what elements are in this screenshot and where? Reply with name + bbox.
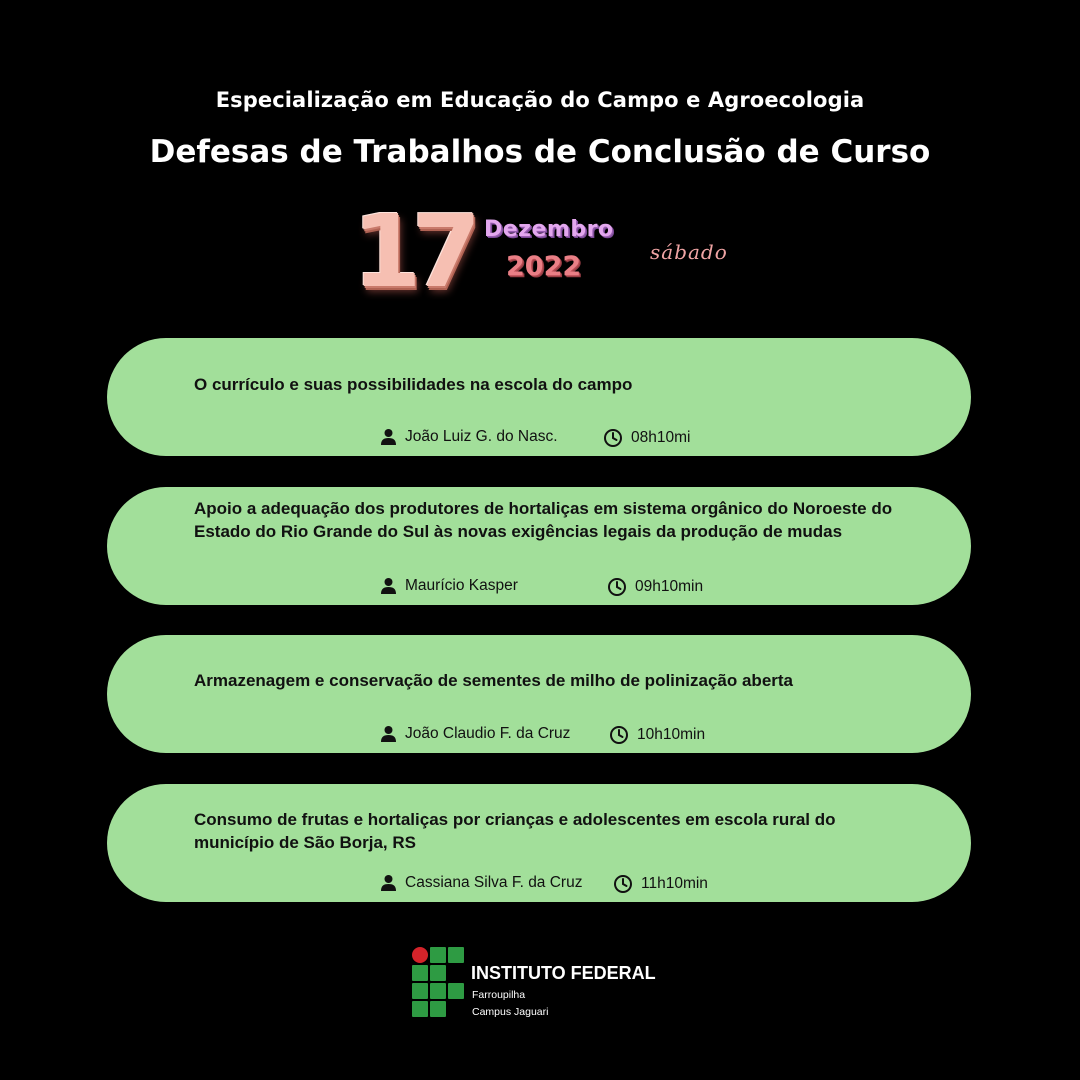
institute-name: INSTITUTO FEDERAL xyxy=(471,963,656,983)
session-presenter xyxy=(380,873,582,893)
logo-square xyxy=(430,1001,446,1017)
institute-logo-icon xyxy=(410,946,464,1018)
person-icon xyxy=(380,874,397,892)
presenter-name: Maurício Kasper xyxy=(405,577,518,594)
session-card-4 xyxy=(107,784,971,902)
person-icon xyxy=(380,577,397,595)
session-card-1 xyxy=(107,338,971,456)
person-icon xyxy=(380,725,397,743)
logo-square xyxy=(412,965,428,981)
session-title: Armazenagem e conservação de sementes de milho de polinização aberta xyxy=(194,671,794,690)
session-time-text: 08h10mi xyxy=(631,429,691,446)
session-presenter xyxy=(380,576,518,596)
person-icon xyxy=(380,428,397,446)
logo-square xyxy=(412,1001,428,1017)
logo-red-dot xyxy=(412,947,428,963)
session-card-3 xyxy=(107,635,971,753)
date-weekday: sábado xyxy=(650,240,728,264)
logo-square xyxy=(430,983,446,999)
event-subtitle: Especialização em Educação do Campo e Agroecologia xyxy=(215,88,865,112)
presenter-name: Cassiana Silva F. da Cruz xyxy=(405,874,583,891)
institute-subtitle: Farroupilha xyxy=(472,989,526,1001)
logo-square xyxy=(448,983,464,999)
session-title: O currículo e suas possibilidades na escola do campo xyxy=(194,375,633,394)
session-time-text: 09h10min xyxy=(635,578,704,595)
logo-square xyxy=(412,983,428,999)
session-time xyxy=(609,725,705,745)
clock-icon xyxy=(603,428,623,448)
session-time xyxy=(607,577,703,597)
date-day: 17 xyxy=(352,193,472,310)
session-time xyxy=(603,428,690,448)
logo-square xyxy=(430,965,446,981)
date-month: Dezembro xyxy=(484,217,614,242)
institute-campus: Campus Jaguari xyxy=(472,1006,549,1018)
date-year: 2022 xyxy=(506,251,582,282)
session-presenter xyxy=(380,427,558,447)
logo-square xyxy=(448,947,464,963)
presenter-name: João Claudio F. da Cruz xyxy=(405,725,571,742)
session-time xyxy=(613,874,708,894)
event-title: Defesas de Trabalhos de Conclusão de Curso xyxy=(149,134,931,170)
clock-icon xyxy=(613,874,633,894)
clock-icon xyxy=(607,577,627,597)
session-title: Consumo de frutas e hortaliças por crianças e adolescentes em escola rural do município de São Borja, RS xyxy=(194,810,836,852)
session-time-text: 10h10min xyxy=(637,726,706,743)
session-presenter xyxy=(380,724,570,744)
session-card-2 xyxy=(107,487,971,605)
clock-icon xyxy=(609,725,629,745)
session-title: Apoio a adequação dos produtores de hortaliças em sistema orgânico do Noroeste do Estado do Rio Grande do Sul às novas exigências legais da produção de mudas xyxy=(194,499,893,541)
session-time-text: 11h10min xyxy=(641,875,708,892)
logo-square xyxy=(430,947,446,963)
presenter-name: João Luiz G. do Nasc. xyxy=(405,428,558,445)
